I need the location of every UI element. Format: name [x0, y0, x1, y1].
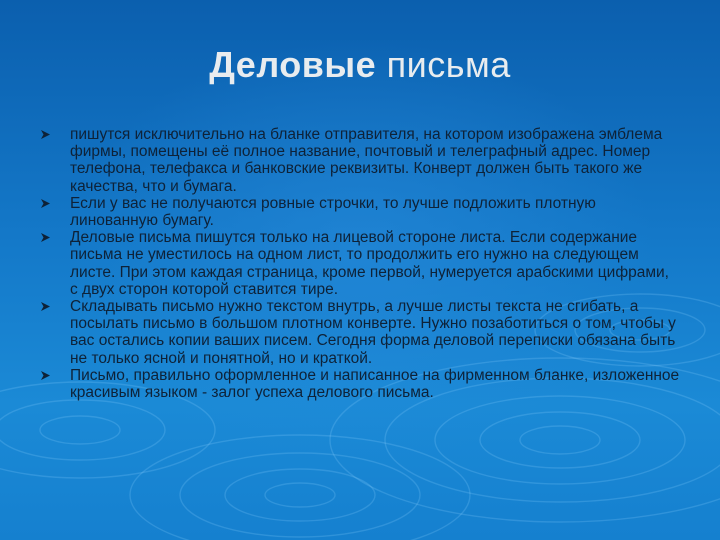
arrowhead-bullet-icon	[40, 370, 51, 381]
bullet-text: пишутся исключительно на бланке отправителя, на котором изображена эмблема фирмы, помещены её полное название, почтовый и телеграфный адрес. Номер телефона, телефакса и банковские реквизиты. Конверт должен быть такого же качества, что и бумага.	[70, 126, 663, 195]
bullet-item	[40, 367, 680, 401]
title-rest-word: письма	[386, 44, 511, 85]
bullet-item	[40, 126, 680, 195]
bullet-text: Складывать письмо нужно текстом внутрь, а лучше листы текста не сгибать, а посылать письмо в большом плотном конверте. Нужно позаботиться о том, чтобы у вас остались копии ваших писем. Сегодня форма деловой переписки обязана быть не только ясной и понятной, но и краткой.	[70, 298, 676, 367]
slide-title	[0, 44, 720, 86]
bullet-text: Письмо, правильно оформленное и написанное на фирменном бланке, изложенное красивым языком - залог успеха делового письма.	[70, 366, 680, 402]
bullet-text: Если у вас не получаются ровные строчки, то лучше подложить плотную линованную бумагу.	[70, 194, 596, 230]
bullet-item	[40, 298, 680, 367]
bullet-item	[40, 195, 680, 229]
bullet-item	[40, 229, 680, 298]
title-bold-word: Деловые	[209, 44, 377, 85]
arrowhead-bullet-icon	[40, 198, 51, 209]
arrowhead-bullet-icon	[40, 129, 51, 140]
bullet-list	[40, 126, 680, 401]
bullet-text: Деловые письма пишутся только на лицевой стороне листа. Если содержание письма не уместилось на одном лист, то продолжить его нужно на следующем листе. При этом каждая страница, кроме первой, нумеруется арабскими цифрами, с двух сторон которой ставится тире.	[70, 229, 669, 298]
arrowhead-bullet-icon	[40, 301, 51, 312]
arrowhead-bullet-icon	[40, 232, 51, 243]
